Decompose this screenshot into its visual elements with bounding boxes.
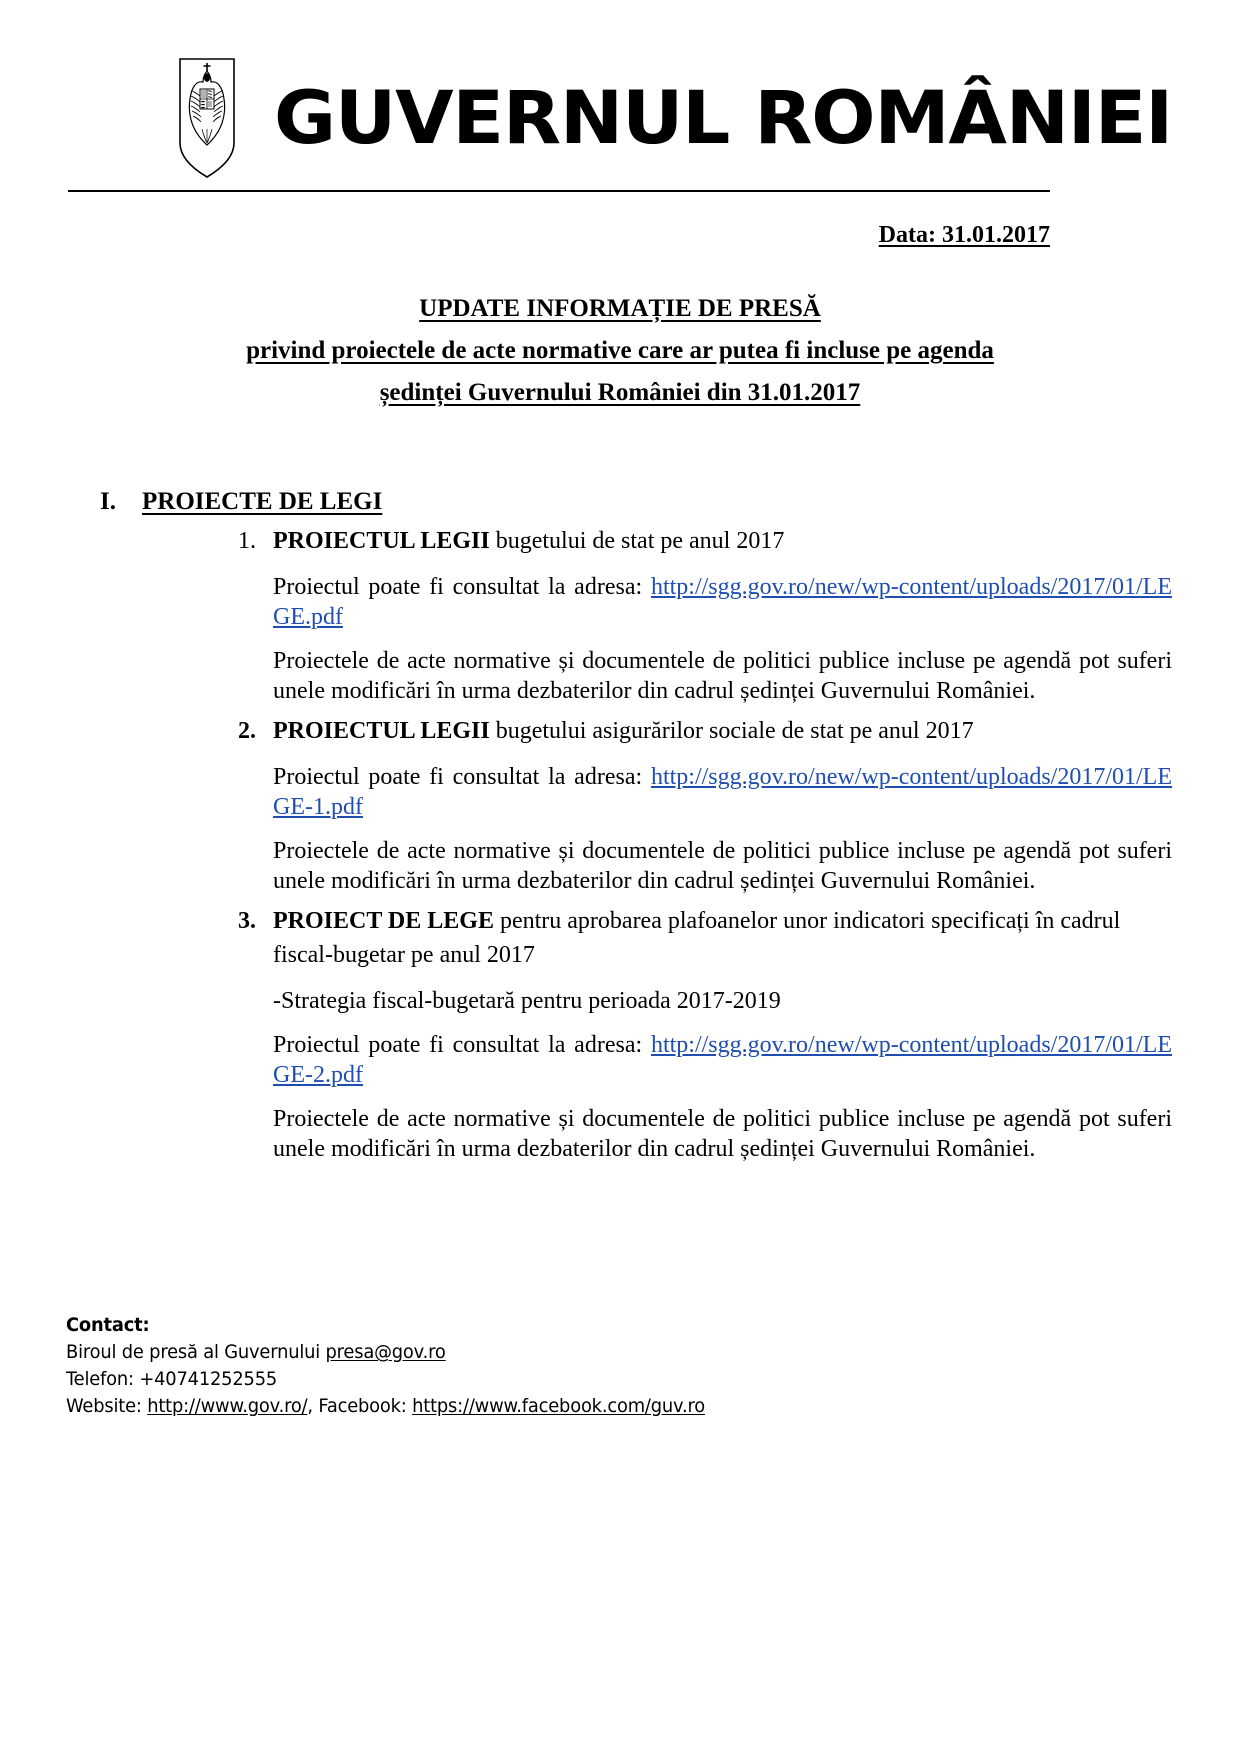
section-title: PROIECTE DE LEGI	[142, 488, 383, 515]
address-paragraph	[273, 762, 1172, 822]
section-heading-proiecte-de-legi	[68, 488, 1172, 516]
list-item-heading-strong: PROIECTUL LEGII	[273, 528, 490, 554]
contact-phone-line: Telefon: +40741252555	[66, 1368, 278, 1390]
address-prefix: Proiectul poate fi consultat la adresa:	[273, 764, 643, 790]
list-item	[68, 714, 1172, 896]
title-line-2-text: privind proiectele de acte normative care ar putea fi incluse pe agenda	[246, 337, 994, 364]
project-pdf-link[interactable]: http://sgg.gov.ro/new/wp-content/uploads/2017/01/LEGE-1.pdf	[273, 764, 1172, 820]
contact-web-line	[66, 1393, 1006, 1420]
title-line-3	[150, 372, 1090, 414]
list-item-heading	[273, 904, 1172, 972]
document-body	[68, 488, 1172, 1164]
list-item-number: 1.	[238, 528, 256, 554]
masthead	[68, 44, 1172, 192]
address-paragraph	[273, 572, 1172, 632]
contact-website-label: Website:	[66, 1395, 148, 1417]
boilerplate-paragraph: Proiectele de acte normative și documentele de politici publice incluse pe agendă pot suferi unele modificări în urma dezbaterilor din cadrul ședinței Guvernului României.	[273, 838, 1172, 894]
list-item	[68, 524, 1172, 706]
address-prefix: Proiectul poate fi consultat la adresa:	[273, 1032, 643, 1058]
address-paragraph	[273, 1030, 1172, 1090]
contact-email-link[interactable]: presa@gov.ro	[325, 1341, 446, 1363]
document-title-block	[150, 288, 1090, 414]
contact-facebook-label: , Facebook:	[307, 1395, 413, 1417]
list-item-heading-rest: bugetului de stat pe anul 2017	[489, 528, 785, 554]
contact-heading: Contact:	[66, 1314, 150, 1336]
project-pdf-link[interactable]: http://sgg.gov.ro/new/wp-content/uploads/2017/01/LEGE-2.pdf	[273, 1032, 1172, 1088]
list-item-subline: -Strategia fiscal-bugetară pentru perioada 2017-2019	[273, 988, 781, 1014]
header-divider	[68, 190, 1050, 192]
contact-website-link[interactable]: http://www.gov.ro/	[147, 1395, 308, 1417]
contact-block	[66, 1312, 1006, 1420]
boilerplate-paragraph: Proiectele de acte normative și documentele de politici publice incluse pe agendă pot suferi unele modificări în urma dezbaterilor din cadrul ședinței Guvernului României.	[273, 1106, 1172, 1162]
list-item-number: 2.	[238, 718, 256, 744]
list-item-heading-rest: bugetului asigurărilor sociale de stat pe anul 2017	[489, 718, 974, 744]
wordmark-guvernul-romaniei: GUVERNUL ROMÂNIEI	[274, 74, 1173, 161]
boilerplate-paragraph: Proiectele de acte normative și documentele de politici publice incluse pe agendă pot suferi unele modificări în urma dezbaterilor din cadrul ședinței Guvernului României.	[273, 648, 1172, 704]
list-item-heading-rest: pentru aprobarea plafoanelor unor indicatori specificați în cadrul fiscal-bugetar pe anul 2017	[273, 908, 1121, 968]
title-line-1-text: UPDATE INFORMAȚIE DE PRESĂ	[419, 295, 821, 322]
list-item	[68, 904, 1172, 1164]
law-project-list	[68, 524, 1172, 1164]
address-prefix: Proiectul poate fi consultat la adresa:	[273, 574, 643, 600]
title-line-1	[150, 288, 1090, 330]
romanian-coat-of-arms-icon	[176, 57, 238, 179]
list-item-number: 3.	[238, 908, 256, 934]
project-pdf-link[interactable]: http://sgg.gov.ro/new/wp-content/uploads/2017/01/LEGE.pdf	[273, 574, 1172, 630]
contact-facebook-link[interactable]: https://www.facebook.com/guv.ro	[412, 1395, 706, 1417]
contact-office-line	[66, 1339, 1006, 1366]
list-item-heading	[273, 524, 1172, 558]
title-line-3-text: ședinței Guvernului României din 31.01.2017	[379, 379, 861, 406]
section-numeral: I.	[100, 488, 116, 515]
document-date: Data: 31.01.2017	[878, 222, 1050, 248]
list-item-heading-strong: PROIECTUL LEGII	[273, 718, 490, 744]
list-item-heading	[273, 714, 1172, 748]
list-item-heading-strong: PROIECT DE LEGE	[273, 908, 494, 934]
title-line-2	[150, 330, 1090, 372]
contact-office-label: Biroul de presă al Guvernului	[66, 1341, 326, 1363]
